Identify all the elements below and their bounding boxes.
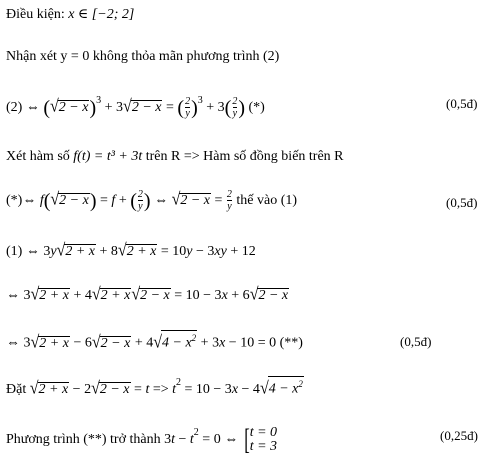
substitution-line: (*)⇔ f(√2 − x) = f + ( $\frac{2}{y}$ ) ⇔ √2 − x = $\frac{2}{y}$ thế vào (1) bbox=[6, 189, 298, 212]
equation-1-line: (1) ⇔ 3y√2 + x + 8√2 + x = 10y − 3xy + 12 bbox=[6, 241, 256, 260]
equivalence-line-1: ⇔ 3√2 + x + 4√2 + x√2 − x = 10 − 3x + 6√2 − x bbox=[6, 285, 289, 304]
result-line: Phương trình (**) trở thành $3t - t^2 = 0$ ⇔ [ t = 0 t = 3 bbox=[6, 422, 278, 456]
equivalence-line-2: ⇔ $3√2 + x - 6√2 - x + 4√4 - x^2 + 3x - 10 = 0$ (**) bbox=[6, 330, 303, 353]
score-2: (0,5đ) bbox=[446, 195, 478, 210]
condition-label: Điều kiện: bbox=[6, 7, 69, 22]
solution-cases: [ t = 0 t = 3 bbox=[243, 422, 278, 456]
function-line bbox=[6, 148, 344, 166]
remark-line: Nhận xét y = 0 không thỏa mãn phương trình (2) bbox=[6, 49, 280, 64]
function-tail: trên R => Hàm số đồng biến trên R bbox=[142, 149, 344, 164]
function-math: f(t) = t³ + 3t bbox=[73, 149, 143, 164]
set-label: Đặt bbox=[6, 382, 30, 397]
condition-math: x ∈ [−2; 2] bbox=[68, 7, 135, 22]
solution-1: t = 0 bbox=[249, 424, 278, 440]
score-3: (0,5đ) bbox=[400, 334, 432, 349]
substitution-tail: thế vào (1) bbox=[232, 193, 298, 209]
score-1: (0,5đ) bbox=[446, 96, 478, 111]
condition-line bbox=[6, 6, 134, 24]
solution-2: t = 3 bbox=[249, 438, 278, 454]
function-label: Xét hàm số bbox=[6, 149, 74, 164]
result-label: Phương trình (**) trở thành bbox=[6, 432, 165, 447]
set-variable-line: Đặt $√2 + x - 2√2 - x = t => t^2 = 10 - 3x - 4√4 - x^2$ bbox=[6, 377, 303, 398]
equation-2-line: (2) ⇔ $(√2 - x)^3 + 3√2 - x$ = ( $\frac{2}{y}$ )$^3$ + 3( $\frac{2}{y}$ ) (*) bbox=[6, 95, 265, 119]
score-4: (0,25đ) bbox=[440, 428, 478, 443]
